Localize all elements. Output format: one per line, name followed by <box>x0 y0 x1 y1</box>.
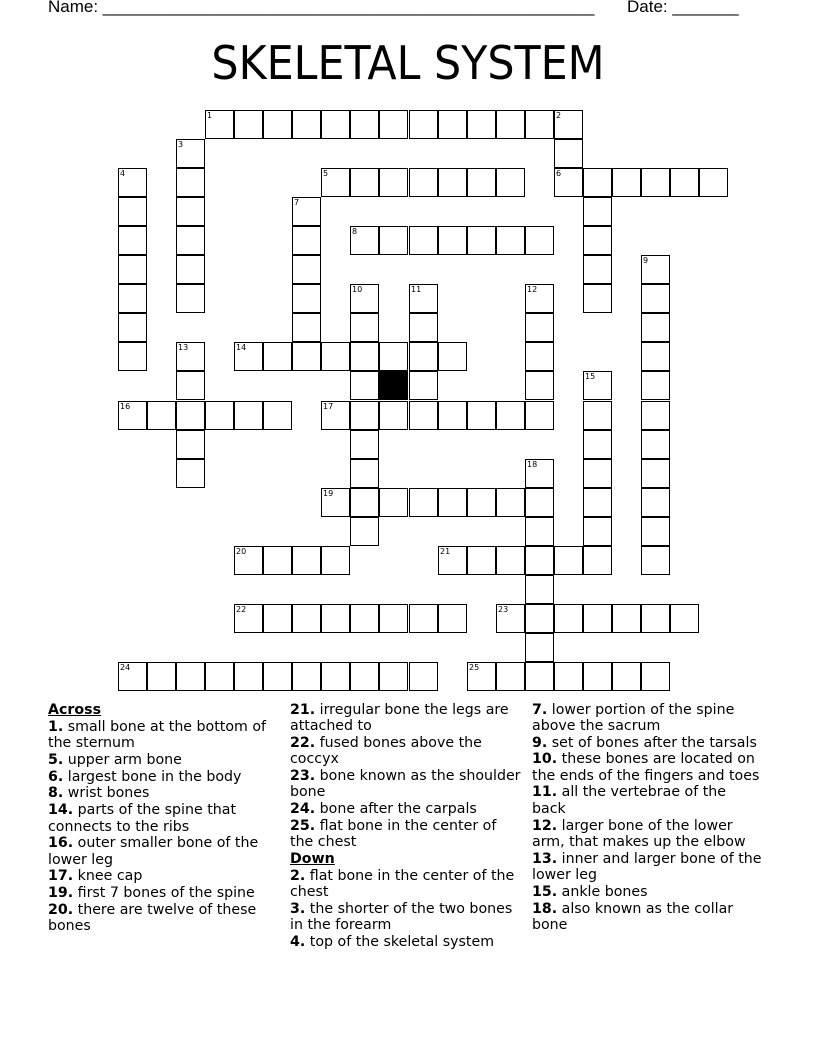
clue-number: 10 <box>352 285 363 294</box>
grid-cell[interactable] <box>409 342 438 371</box>
grid-cell-11[interactable] <box>409 284 438 313</box>
grid-cell[interactable] <box>409 488 438 517</box>
clue-text: flat bone in the center of the chest <box>290 867 515 901</box>
grid-cell[interactable] <box>496 488 525 517</box>
grid-cell-25[interactable] <box>467 662 496 691</box>
clue-item <box>48 785 280 801</box>
clue-number: 17 <box>323 402 334 411</box>
clue-num: 13. <box>532 850 558 867</box>
clue-item <box>290 868 522 901</box>
grid-cell[interactable] <box>583 488 612 517</box>
grid-cell[interactable] <box>350 401 379 430</box>
clue-text: flat bone in the center of the chest <box>290 817 497 850</box>
clue-num: 19. <box>48 885 74 902</box>
grid-cell[interactable] <box>409 110 438 139</box>
grid-cell[interactable] <box>234 401 263 430</box>
grid-cell[interactable] <box>263 546 292 575</box>
grid-cell-15[interactable] <box>583 371 612 400</box>
grid-cell[interactable] <box>350 604 379 633</box>
clue-item <box>290 801 522 817</box>
grid-cell[interactable] <box>350 430 379 459</box>
grid-cell[interactable] <box>670 168 699 197</box>
page-title: SKELETAL SYSTEM <box>211 36 605 90</box>
grid-cell[interactable] <box>641 517 670 546</box>
grid-cell[interactable] <box>409 604 438 633</box>
clue-item <box>48 885 280 901</box>
grid-cell[interactable] <box>438 226 467 255</box>
grid-cell[interactable] <box>118 342 147 371</box>
clue-item <box>532 702 764 735</box>
grid-cell[interactable] <box>350 662 379 691</box>
grid-cell[interactable] <box>379 168 408 197</box>
clue-text: set of bones after the tarsals <box>547 734 757 751</box>
grid-cell[interactable] <box>176 459 205 488</box>
grid-cell[interactable] <box>525 226 554 255</box>
grid-cell[interactable] <box>583 517 612 546</box>
clue-number: 22 <box>236 605 247 614</box>
clue-number: 1 <box>207 111 213 120</box>
clue-num: 10. <box>532 751 558 768</box>
clue-item <box>48 769 280 785</box>
grid-cell[interactable] <box>409 371 438 400</box>
grid-cell[interactable] <box>379 604 408 633</box>
grid-cell[interactable] <box>525 401 554 430</box>
grid-cell[interactable] <box>292 284 321 313</box>
grid-cell[interactable] <box>525 488 554 517</box>
clue-item <box>290 818 522 851</box>
grid-cell[interactable] <box>583 430 612 459</box>
grid-cell[interactable] <box>350 517 379 546</box>
grid-cell-7[interactable] <box>292 197 321 226</box>
grid-cell[interactable] <box>176 226 205 255</box>
grid-cell[interactable] <box>118 226 147 255</box>
date-field[interactable]: Date: _______ <box>627 0 739 16</box>
grid-cell-3[interactable] <box>176 139 205 168</box>
grid-cell[interactable] <box>292 342 321 371</box>
clue-number: 6 <box>556 169 562 178</box>
grid-cell[interactable] <box>176 401 205 430</box>
grid-cell[interactable] <box>350 313 379 342</box>
clue-text: largest bone in the body <box>63 768 242 785</box>
grid-cell[interactable] <box>176 168 205 197</box>
grid-cell-6[interactable] <box>554 168 583 197</box>
grid-cell[interactable] <box>554 546 583 575</box>
grid-cell-9[interactable] <box>641 255 670 284</box>
clue-column-2 <box>290 701 522 950</box>
grid-cell[interactable] <box>525 575 554 604</box>
grid-cell[interactable] <box>612 168 641 197</box>
grid-cell[interactable] <box>467 226 496 255</box>
clue-num: 16. <box>48 835 74 852</box>
grid-cell[interactable] <box>438 488 467 517</box>
grid-cell[interactable] <box>583 197 612 226</box>
grid-cell[interactable] <box>583 284 612 313</box>
grid-cell[interactable] <box>350 371 379 400</box>
clue-item <box>48 752 280 768</box>
clue-text: wrist bones <box>63 785 150 802</box>
clue-num: 15. <box>532 883 558 900</box>
clue-number: 11 <box>411 285 422 294</box>
clue-item <box>532 784 764 817</box>
clue-number: 2 <box>556 111 562 120</box>
grid-cell[interactable] <box>525 313 554 342</box>
clue-text: bone after the carpals <box>315 800 477 817</box>
grid-cell[interactable] <box>263 662 292 691</box>
clue-text: upper arm bone <box>63 751 182 768</box>
grid-cell[interactable] <box>496 662 525 691</box>
clue-item <box>48 902 280 935</box>
grid-cell[interactable] <box>641 284 670 313</box>
clue-number: 15 <box>585 372 596 381</box>
grid-cell[interactable] <box>263 401 292 430</box>
clue-column-1 <box>48 701 280 935</box>
grid-cell-16[interactable] <box>118 401 147 430</box>
grid-cell-19[interactable] <box>321 488 350 517</box>
grid-cell[interactable] <box>438 342 467 371</box>
grid-cell[interactable] <box>379 342 408 371</box>
clue-text: top of the skeletal system <box>305 934 495 951</box>
grid-cell[interactable] <box>292 110 321 139</box>
clue-text: parts of the spine that connects to the ribs <box>48 802 237 835</box>
grid-cell-12[interactable] <box>525 284 554 313</box>
clue-number: 5 <box>323 169 329 178</box>
grid-cell[interactable] <box>350 168 379 197</box>
clue-text: also known as the collar bone <box>532 900 734 933</box>
grid-cell[interactable] <box>292 255 321 284</box>
clue-num: 2. <box>290 867 306 884</box>
grid-cell[interactable] <box>205 662 234 691</box>
clue-num: 6. <box>48 768 64 785</box>
grid-cell[interactable] <box>409 226 438 255</box>
clue-item <box>290 934 522 950</box>
clue-number: 13 <box>178 343 189 352</box>
clue-num: 18. <box>532 900 558 917</box>
grid-cell[interactable] <box>176 662 205 691</box>
grid-cell[interactable] <box>379 226 408 255</box>
grid-cell[interactable] <box>612 662 641 691</box>
grid-cell[interactable] <box>496 401 525 430</box>
grid-cell[interactable] <box>321 662 350 691</box>
clue-num: 22. <box>290 734 316 751</box>
grid-cell[interactable] <box>292 313 321 342</box>
clue-num: 9. <box>532 734 548 751</box>
grid-cell[interactable] <box>641 488 670 517</box>
clue-text: all the vertebrae of the back <box>532 784 727 817</box>
grid-cell[interactable] <box>583 226 612 255</box>
grid-cell[interactable] <box>118 284 147 313</box>
clue-num: 3. <box>290 901 306 918</box>
grid-cell[interactable] <box>496 546 525 575</box>
name-field[interactable]: Name: ____________________________________________________ <box>48 0 595 16</box>
grid-cell-14[interactable] <box>234 342 263 371</box>
grid-cell[interactable] <box>350 488 379 517</box>
clue-text: bone known as the shoulder bone <box>290 767 521 800</box>
grid-cell[interactable] <box>263 604 292 633</box>
clue-num: 1. <box>48 718 64 735</box>
clue-item <box>48 835 280 868</box>
grid-cell[interactable] <box>583 168 612 197</box>
clue-item <box>532 851 764 884</box>
clue-item <box>290 702 522 735</box>
grid-cell[interactable] <box>467 168 496 197</box>
grid-cell[interactable] <box>176 284 205 313</box>
grid-cell[interactable] <box>205 401 234 430</box>
grid-cell[interactable] <box>409 662 438 691</box>
clue-text: lower portion of the spine above the sacrum <box>532 701 735 734</box>
clue-column-3 <box>532 701 764 933</box>
clue-text: irregular bone the legs are attached to <box>290 701 509 734</box>
clue-number: 14 <box>236 343 247 352</box>
across-heading: Across <box>48 702 102 718</box>
grid-cell[interactable] <box>379 110 408 139</box>
clue-num: 14. <box>48 802 74 819</box>
clue-number: 7 <box>294 198 300 207</box>
clue-item <box>290 901 522 934</box>
clue-number: 12 <box>527 285 538 294</box>
clue-item <box>532 735 764 751</box>
clue-text: first 7 bones of the spine <box>73 885 255 902</box>
grid-cell[interactable] <box>612 604 641 633</box>
clue-num: 7. <box>532 701 548 718</box>
grid-cell[interactable] <box>438 604 467 633</box>
grid-cell[interactable] <box>263 342 292 371</box>
clue-number: 16 <box>120 402 131 411</box>
clue-text: these bones are located on the ends of the fingers and toes <box>532 751 760 784</box>
grid-cell[interactable] <box>176 371 205 400</box>
grid-cell[interactable] <box>234 662 263 691</box>
clue-number: 25 <box>469 663 480 672</box>
grid-cell-18[interactable] <box>525 459 554 488</box>
grid-cell-23[interactable] <box>496 604 525 633</box>
grid-cell[interactable] <box>409 313 438 342</box>
grid-cell[interactable] <box>496 168 525 197</box>
clue-num: 8. <box>48 785 64 802</box>
grid-cell-24[interactable] <box>118 662 147 691</box>
grid-cell[interactable] <box>641 313 670 342</box>
grid-cell[interactable] <box>467 110 496 139</box>
clue-number: 4 <box>120 169 126 178</box>
grid-cell[interactable] <box>641 342 670 371</box>
grid-cell[interactable] <box>321 604 350 633</box>
grid-cell[interactable] <box>583 459 612 488</box>
grid-cell[interactable] <box>699 168 728 197</box>
grid-cell[interactable] <box>641 168 670 197</box>
grid-cell[interactable] <box>350 342 379 371</box>
clue-num: 21. <box>290 701 316 718</box>
grid-cell[interactable] <box>641 401 670 430</box>
grid-cell-21[interactable] <box>438 546 467 575</box>
clue-num: 12. <box>532 817 558 834</box>
grid-cell[interactable] <box>554 662 583 691</box>
grid-cell[interactable] <box>525 371 554 400</box>
grid-cell[interactable] <box>525 604 554 633</box>
clue-text: the shorter of the two bones in the forearm <box>290 901 513 934</box>
grid-cell[interactable] <box>496 226 525 255</box>
clue-text: outer smaller bone of the lower leg <box>48 835 259 868</box>
grid-cell[interactable] <box>525 517 554 546</box>
grid-cell[interactable] <box>670 604 699 633</box>
grid-cell-8[interactable] <box>350 226 379 255</box>
clue-text: fused bones above the coccyx <box>290 734 482 767</box>
clue-item <box>48 868 280 884</box>
grid-cell[interactable] <box>525 342 554 371</box>
clue-item <box>532 884 764 900</box>
grid-cell[interactable] <box>292 226 321 255</box>
clue-text: there are twelve of these bones <box>48 902 257 935</box>
grid-cell[interactable] <box>379 662 408 691</box>
clue-number: 23 <box>498 605 509 614</box>
grid-cell[interactable] <box>263 110 292 139</box>
clue-num: 5. <box>48 751 64 768</box>
clue-number: 24 <box>120 663 131 672</box>
clue-num: 23. <box>290 767 316 784</box>
grid-cell[interactable] <box>438 401 467 430</box>
grid-cell[interactable] <box>641 459 670 488</box>
clue-item <box>48 719 280 752</box>
clue-item <box>532 818 764 851</box>
grid-cell-17[interactable] <box>321 401 350 430</box>
grid-cell-1[interactable] <box>205 110 234 139</box>
clue-text: inner and larger bone of the lower leg <box>532 850 762 883</box>
grid-cell[interactable] <box>641 546 670 575</box>
grid-cell[interactable] <box>118 255 147 284</box>
clue-number: 19 <box>323 489 334 498</box>
grid-cell[interactable] <box>147 662 176 691</box>
clue-number: 20 <box>236 547 247 556</box>
grid-cell[interactable] <box>496 110 525 139</box>
grid-cell[interactable] <box>234 110 263 139</box>
grid-cell[interactable] <box>641 662 670 691</box>
clue-item <box>290 735 522 768</box>
grid-cell[interactable] <box>321 342 350 371</box>
grid-cell[interactable] <box>350 110 379 139</box>
grid-cell-5[interactable] <box>321 168 350 197</box>
grid-cell[interactable] <box>525 662 554 691</box>
grid-cell-4[interactable] <box>118 168 147 197</box>
grid-cell[interactable] <box>641 371 670 400</box>
grid-cell[interactable] <box>118 197 147 226</box>
grid-cell[interactable] <box>525 546 554 575</box>
clue-num: 25. <box>290 817 316 834</box>
grid-cell[interactable] <box>409 401 438 430</box>
clue-item <box>532 901 764 934</box>
grid-cell[interactable] <box>292 546 321 575</box>
clue-number: 18 <box>527 460 538 469</box>
grid-cell[interactable] <box>292 604 321 633</box>
grid-cell[interactable] <box>583 255 612 284</box>
grid-cell[interactable] <box>554 139 583 168</box>
grid-cell[interactable] <box>379 488 408 517</box>
grid-cell[interactable] <box>292 662 321 691</box>
grid-cell[interactable] <box>321 110 350 139</box>
clue-text: knee cap <box>73 868 143 885</box>
grid-cell[interactable] <box>554 604 583 633</box>
grid-cell[interactable] <box>641 430 670 459</box>
grid-cell[interactable] <box>379 401 408 430</box>
clue-item <box>290 768 522 801</box>
grid-cell[interactable] <box>350 459 379 488</box>
grid-cell[interactable] <box>321 546 350 575</box>
clue-number: 21 <box>440 547 451 556</box>
grid-cell[interactable] <box>438 168 467 197</box>
down-heading: Down <box>290 851 335 868</box>
clue-number: 8 <box>352 227 358 236</box>
grid-cell[interactable] <box>467 401 496 430</box>
grid-cell[interactable] <box>118 313 147 342</box>
clue-num: 17. <box>48 868 74 885</box>
grid-cell[interactable] <box>525 110 554 139</box>
grid-cell[interactable] <box>147 401 176 430</box>
clue-num: 4. <box>290 934 306 951</box>
grid-cell[interactable] <box>583 662 612 691</box>
grid-cell[interactable] <box>467 546 496 575</box>
grid-cell-10[interactable] <box>350 284 379 313</box>
grid-cell-20[interactable] <box>234 546 263 575</box>
grid-cell-2[interactable] <box>554 110 583 139</box>
grid-cell[interactable] <box>583 401 612 430</box>
grid-cell-13[interactable] <box>176 342 205 371</box>
grid-cell[interactable] <box>525 633 554 662</box>
clue-text: small bone at the bottom of the sternum <box>48 718 267 752</box>
grid-cell[interactable] <box>176 430 205 459</box>
clue-text: larger bone of the lower arm, that makes up the elbow <box>532 817 746 850</box>
grid-cell-22[interactable] <box>234 604 263 633</box>
grid-cell[interactable] <box>438 110 467 139</box>
grid-cell[interactable] <box>467 488 496 517</box>
clue-text: ankle bones <box>557 883 648 900</box>
clue-num: 24. <box>290 800 316 817</box>
grid-cell[interactable] <box>641 604 670 633</box>
clue-num: 11. <box>532 784 558 801</box>
black-square <box>379 371 408 400</box>
clue-item <box>48 802 280 835</box>
clue-number: 9 <box>643 256 649 265</box>
grid-cell[interactable] <box>409 168 438 197</box>
clue-number: 3 <box>178 140 184 149</box>
grid-cell[interactable] <box>176 255 205 284</box>
clue-item <box>532 751 764 784</box>
grid-cell[interactable] <box>583 604 612 633</box>
grid-cell[interactable] <box>176 197 205 226</box>
grid-cell[interactable] <box>583 546 612 575</box>
clue-num: 20. <box>48 902 74 919</box>
